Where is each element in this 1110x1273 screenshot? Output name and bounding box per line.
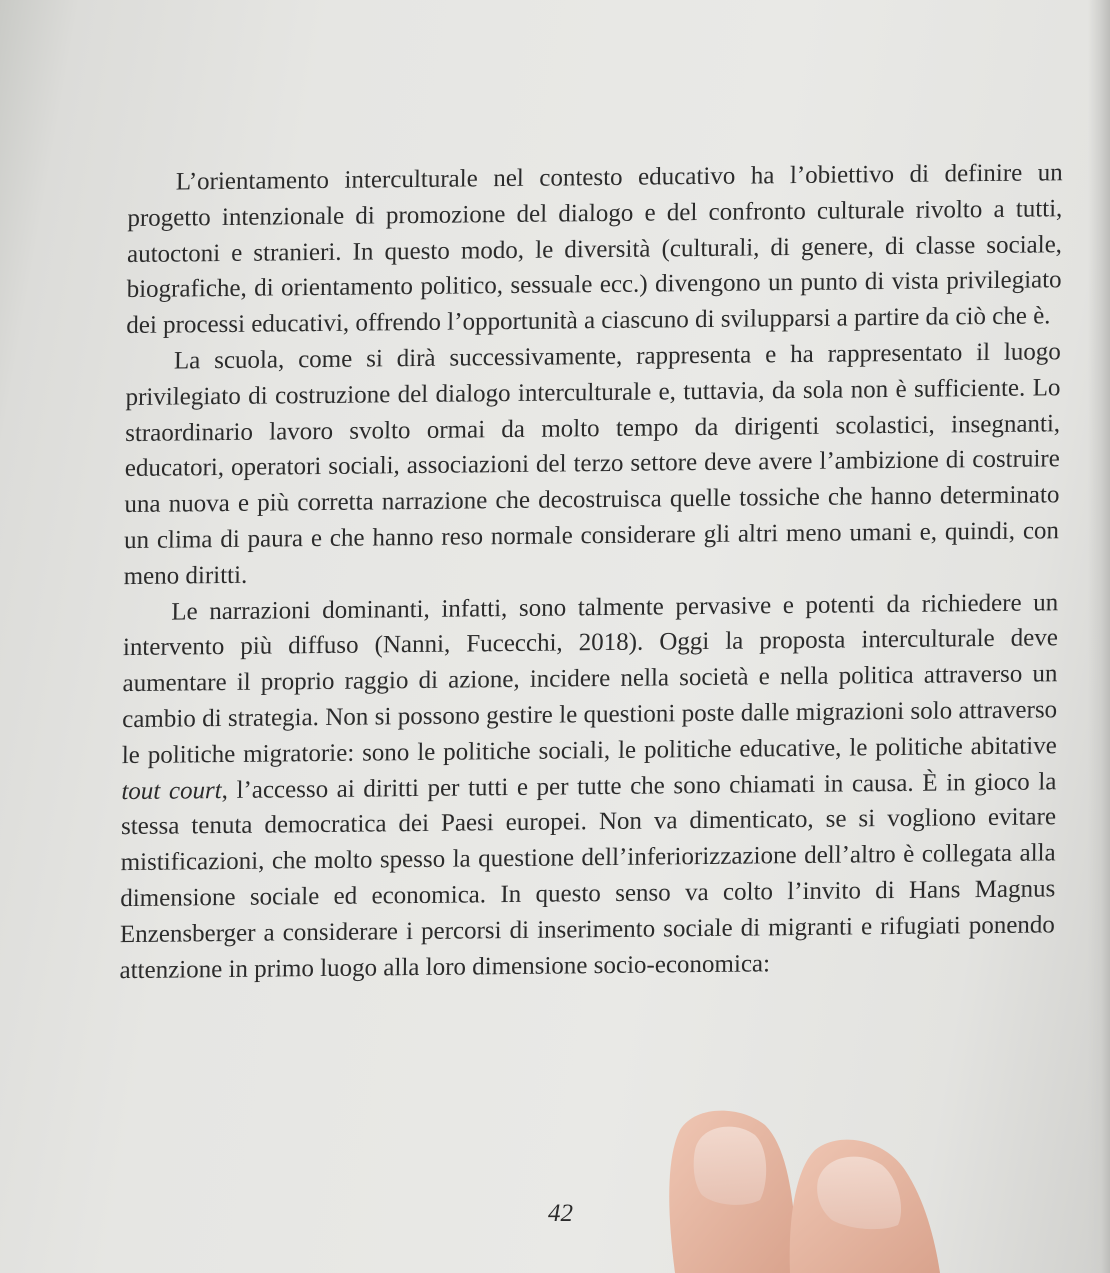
paragraph-1-text: L’orientamento interculturale nel contesto educativo ha l’obiettivo di definire un progetto intenzionale di promozione del dialogo e del confronto culturale rivolto a tutti, autoctoni e stranieri. In questo modo, le diversità (culturali, di genere, di classe sociale, biografiche, di orientamento politico, sessuale ecc.) divengono un punto di vista privilegiato dei processi educativi, offrendo l’opportunità a ciascuno di svilupparsi a partire da ciò che è.	[126, 159, 1063, 340]
page-number: 42	[548, 1200, 573, 1227]
paragraph-3-text-before: Le narrazioni dominanti, infatti, sono talmente pervasive e potenti da richiedere un intervento più diffuso (Nanni, Fucecchi, 2018). Oggi la proposta interculturale deve aumentare il proprio raggio di azione, incidere nella società e nella politica attraverso un cambio di strategia. Non si possono gestire le questioni poste dalle migrazioni solo attraverso le politiche migratorie: sono le politiche sociali, le politiche educative, le politiche abitative	[121, 588, 1059, 769]
page-edge-shadow	[1088, 0, 1110, 1273]
paragraph-3-text-after: , l’accesso ai diritti per tutti e per tutte che sono chiamati in causa. È in gioco la stessa tenuta democratica dei Paesi europei. Non va dimenticato, se si vogliono evitare mistificazioni, che molto spesso la questione dell’inferiorizzazione dell’altro è collegata alla dimensione sociale ed economica. In questo senso va colto l’invito di Hans Magnus Enzensberger a considerare i percorsi di inserimento sociale di migranti e rifugiati ponendo attenzione in primo luogo alla loro dimensione socio-economica:	[119, 767, 1057, 984]
body-text	[119, 155, 1063, 988]
paragraph-1	[126, 155, 1063, 344]
paragraph-3-italic: tout court	[121, 776, 222, 805]
paragraph-3	[119, 585, 1058, 989]
paragraph-2	[124, 334, 1062, 594]
holding-fingers	[620, 1100, 950, 1273]
nail-left	[694, 1127, 766, 1205]
paragraph-2-text: La scuola, come si dirà successivamente, rappresenta e ha rappresentato il luogo privilegiato di costruzione del dialogo interculturale e, tuttavia, da sola non è sufficiente. Lo straordinario lavoro svolto ormai da molto tempo da dirigenti scolastici, insegnanti, educatori, operatori sociali, associazioni del terzo settore deve avere l’ambizione di costruire una nuova e più corretta narrazione che decostruisca quelle tossiche che hanno determinato un clima di paura e che hanno reso normale considerare gli altri meno umani e, quindi, con meno diritti.	[123, 338, 1062, 590]
